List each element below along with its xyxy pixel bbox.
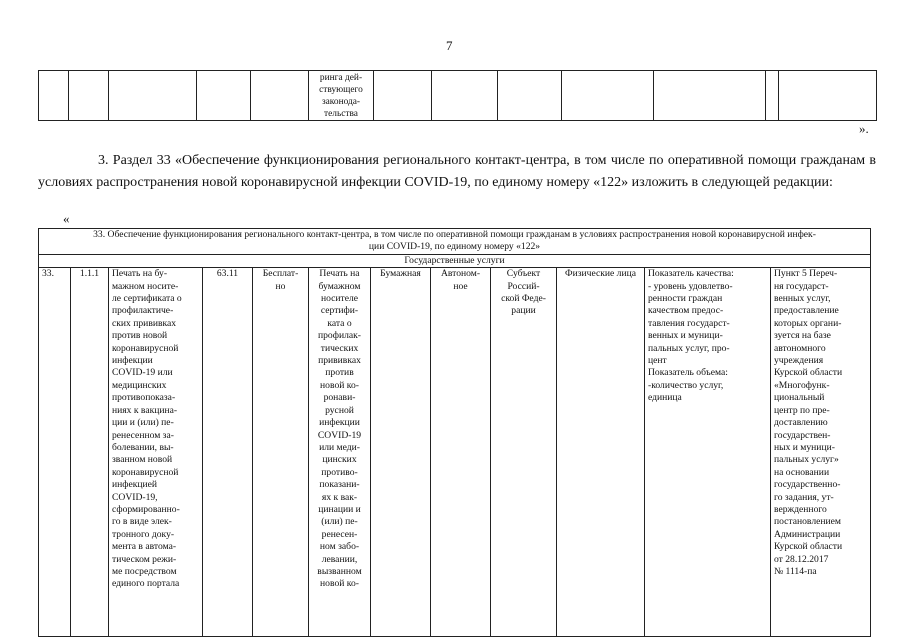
table-cell <box>432 71 498 121</box>
paragraph-text: 3. Раздел 33 «Обеспечение функционирования регионального контакт-центра, в том числе по оперативной помощи гражданам в условиях распространения новой коронавирусной инфекции COVID-19, по единому номеру «122» изложить в следующей редакции: <box>38 153 876 190</box>
service-content: Печать на бумажном носителе сертифи- ката о профилак- тических прививках против новой ко- ронави- русной инфекции COVID-19 или меди- цинских противо- показани- ях к вак- цинации и (или) пе- ренесен- ном забо- левании, вызванном новой ко- <box>309 268 371 637</box>
table-cell <box>779 71 877 121</box>
table-cell <box>69 71 109 121</box>
subsection-title: Государственные услуги <box>39 254 871 267</box>
table-cell <box>197 71 251 121</box>
section-table <box>38 228 871 637</box>
subsection-row <box>39 254 871 267</box>
section-title-row <box>39 229 871 255</box>
indicators: Показатель качества: - уровень удовлетво- ренности граждан качеством предос- тавления государст- венных и муници- пальных услуг, про- цент Показатель объема: -количество услуг, единица <box>645 268 771 637</box>
table-cell-text: ринга дей- ствующего законода- тельства <box>309 71 374 121</box>
table-cell <box>39 71 69 121</box>
previous-table-fragment <box>38 70 877 121</box>
service-code: 1.1.1 <box>71 268 109 637</box>
institution-type: Автоном- ное <box>431 268 491 637</box>
table-row <box>39 71 877 121</box>
payment-type: Бесплат- но <box>253 268 309 637</box>
amendment-paragraph <box>38 150 876 194</box>
service-name: Печать на бу- мажном носите- ле сертификата о профилактиче- ских прививках против новой коронавирусной инфекции COVID-19 или медицинских противопоказа- ниях к вакцина- ции и (или) пе- ренесенном за- болевании, вы- званном новой коронавирусной инфекцией COVID-19, сформированно- го в виде элек- тронного доку- мента в автома- тическом режи- ме посредством единого портала <box>109 268 203 637</box>
legal-basis: Пункт 5 Переч- ня государст- венных услуг, предоставление которых органи- зуется на базе автономного учреждения Курской области «Многофунк- циональный центр по пре- доставлению государствен- ных и муници- пальных услуг» на основании государственно- го задания, ут- вержденного постановлением Администрации Курской области от 28.12.2017 № 1114-па <box>771 268 871 637</box>
table-cell <box>251 71 309 121</box>
opening-quote: « <box>63 211 70 226</box>
table-cell <box>562 71 654 121</box>
table-cell <box>374 71 432 121</box>
section-title: 33. Обеспечение функционирования регионального контакт-центра, в том числе по оперативной помощи гражданам в условиях распространения новой коронавирусной инфек- ции COVID-19, по единому номеру «122» <box>39 229 871 255</box>
table-cell <box>654 71 766 121</box>
closing-quote: ». <box>859 121 869 136</box>
page-number: 7 <box>446 38 453 53</box>
service-form: Бумажная <box>371 268 431 637</box>
row-number: 33. <box>39 268 71 637</box>
founder: Субъект Россий- ской Феде- рации <box>491 268 557 637</box>
table-cell <box>109 71 197 121</box>
consumers: Физические лица <box>557 268 645 637</box>
table-cell <box>766 71 779 121</box>
okved-code: 63.11 <box>203 268 253 637</box>
table-row <box>39 268 871 637</box>
table-cell <box>498 71 562 121</box>
